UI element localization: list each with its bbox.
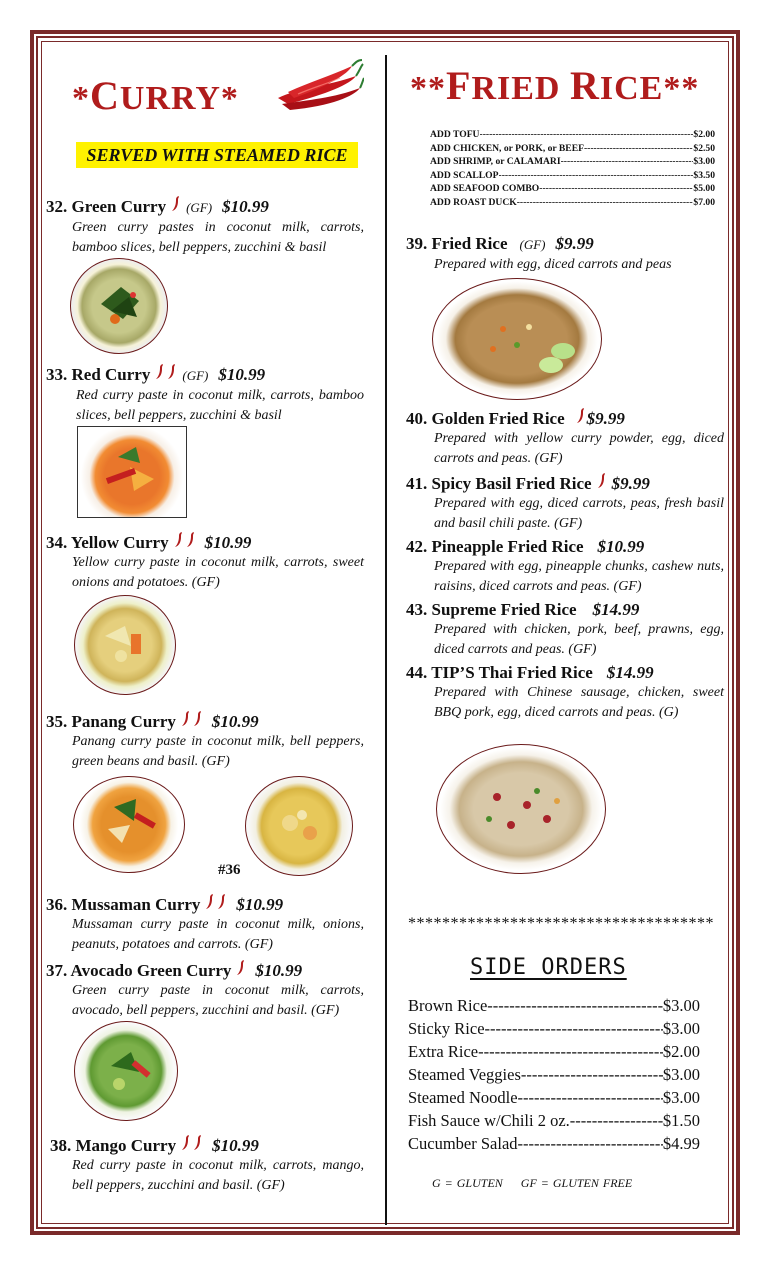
panang-curry-photo xyxy=(73,776,185,873)
yellow-curry-photo xyxy=(74,595,176,695)
item-name: 39. Fried Rice xyxy=(406,234,508,253)
fried-rice-section-title: **FRIED RICE** xyxy=(410,63,700,108)
curry-section-title: *CURRY* xyxy=(72,73,239,118)
item-price: $9.99 xyxy=(611,474,650,493)
chili-spice-icon xyxy=(168,196,180,212)
menu-item-green-curry xyxy=(46,196,364,258)
addon-row: ADD CHICKEN, or PORK, or BEEF ----- $2.50 xyxy=(430,142,715,156)
item-name: 36. Mussaman Curry xyxy=(46,895,201,914)
gluten-free-tag: (GF) xyxy=(182,368,209,383)
legend-gluten-free: GF = GLUTEN FREE xyxy=(520,1176,633,1190)
menu-item-mussaman-curry xyxy=(46,894,364,955)
tips-thai-fried-rice-photo xyxy=(436,744,606,874)
chili-spice-icon xyxy=(178,711,202,727)
chili-spice-icon xyxy=(594,473,606,489)
menu-item-supreme-fried-rice xyxy=(406,600,724,660)
side-order-row: Brown Rice ----- $3.00 xyxy=(408,994,700,1017)
green-curry-photo xyxy=(70,258,168,354)
menu-item-yellow-curry xyxy=(46,532,364,593)
item-description: Prepared with egg, pineapple chunks, cashew nuts, raisins, diced carrots and peas. (GF) xyxy=(434,559,724,594)
gluten-free-tag: (GF) xyxy=(519,237,546,252)
side-orders-list xyxy=(408,994,700,1155)
chili-spice-icon xyxy=(178,1135,202,1151)
chili-spice-icon xyxy=(573,408,585,424)
side-order-row: Cucumber Salad ----- $4.99 xyxy=(408,1132,700,1155)
menu-item-spicy-basil-fried-rice xyxy=(406,473,724,534)
item-name: 43. Supreme Fried Rice xyxy=(406,600,577,619)
side-order-row: Steamed Veggies ----- $3.00 xyxy=(408,1063,700,1086)
gluten-legend xyxy=(432,1176,632,1191)
item-name: 34. Yellow Curry xyxy=(46,533,169,552)
item-price: $10.99 xyxy=(222,197,269,216)
column-divider xyxy=(385,55,387,1225)
menu-item-red-curry xyxy=(46,364,364,426)
avocado-green-curry-photo xyxy=(74,1021,178,1121)
item-description: Prepared with chicken, pork, beef, prawns, egg, diced carrots and peas. (GF) xyxy=(434,622,724,657)
item-price: $9.99 xyxy=(555,234,594,253)
chili-spice-icon xyxy=(171,532,195,548)
menu-item-golden-fried-rice xyxy=(406,408,724,469)
menu-item-pineapple-fried-rice xyxy=(406,537,724,597)
item-name: 37. Avocado Green Curry xyxy=(46,961,232,980)
addon-row: ADD SHRIMP, or CALAMARI ----- $3.00 xyxy=(430,155,715,169)
item-price: $10.99 xyxy=(212,1136,259,1155)
fried-rice-addons-list xyxy=(430,128,715,209)
chili-spice-icon xyxy=(202,894,226,910)
item-price: $10.99 xyxy=(204,533,252,552)
item-price: $9.99 xyxy=(586,409,625,428)
item-name: 44. TIP’S Thai Fried Rice xyxy=(406,663,593,682)
item-price: $10.99 xyxy=(597,537,645,556)
item-price: $10.99 xyxy=(218,365,266,384)
item-price: $10.99 xyxy=(236,895,284,914)
item-description: Prepared with egg, diced carrots and peas xyxy=(434,257,672,272)
item-name: 32. Green Curry xyxy=(46,197,167,216)
addon-row: ADD SEAFOOD COMBO ----- $5.00 xyxy=(430,182,715,196)
red-curry-photo xyxy=(77,426,187,518)
item-name: 42. Pineapple Fried Rice xyxy=(406,537,584,556)
menu-item-fried-rice xyxy=(406,234,724,275)
section-separator: ************************************ xyxy=(408,915,714,932)
item-description: Prepared with Chinese sausage, chicken, sweet BBQ pork, egg, diced carrots and peas. (G) xyxy=(434,685,724,720)
side-orders-title: SIDE ORDERS xyxy=(470,955,627,980)
addon-row: ADD SCALLOP ----- $3.50 xyxy=(430,169,715,183)
item-description: Prepared with yellow curry powder, egg, diced carrots and peas. (GF) xyxy=(434,431,724,466)
item-price: $10.99 xyxy=(255,961,303,980)
photo-label-36: #36 xyxy=(218,862,241,878)
item-description: Red curry paste in coconut milk, carrots, mango, bell peppers, zucchini and basil. (GF) xyxy=(72,1158,364,1193)
addon-row: ADD ROAST DUCK ----- $7.00 xyxy=(430,196,715,210)
item-description: Yellow curry paste in coconut milk, carrots, sweet onions and potatoes. (GF) xyxy=(72,555,364,590)
item-description: Red curry paste in coconut milk, carrots, bamboo slices, bell peppers, zucchini & basil xyxy=(76,388,364,423)
item-price: $10.99 xyxy=(211,712,259,731)
red-chili-peppers-icon xyxy=(268,58,364,114)
item-description: Mussaman curry paste in coconut milk, onions, peanuts, potatoes and carrots. (GF) xyxy=(72,917,364,952)
side-order-row: Sticky Rice ----- $3.00 xyxy=(408,1017,700,1040)
legend-gluten: G = GLUTEN xyxy=(432,1176,503,1190)
item-description: Green curry paste in coconut milk, carrots, avocado, bell peppers, zucchini and basil. (GF) xyxy=(72,983,364,1018)
side-order-row: Fish Sauce w/Chili 2 oz. ----- $1.50 xyxy=(408,1109,700,1132)
menu-item-tips-thai-fried-rice xyxy=(406,663,724,723)
addon-row: ADD TOFU ----- $2.00 xyxy=(430,128,715,142)
item-description: Green curry pastes in coconut milk, carrots, bamboo slices, bell peppers, zucchini & basil xyxy=(72,220,364,255)
gluten-free-tag: (GF) xyxy=(186,200,213,215)
chili-spice-icon xyxy=(233,960,245,976)
side-order-row: Extra Rice ----- $2.00 xyxy=(408,1040,700,1063)
item-name: 35. Panang Curry xyxy=(46,712,176,731)
item-price: $14.99 xyxy=(592,600,640,619)
mussaman-curry-photo xyxy=(245,776,353,876)
menu-item-panang-curry xyxy=(46,711,364,772)
fried-rice-photo xyxy=(432,278,602,400)
item-description: Panang curry paste in coconut milk, bell peppers, green beans and basil. (GF) xyxy=(72,734,364,769)
menu-item-avocado-green-curry xyxy=(46,960,364,1021)
side-order-row: Steamed Noodle ----- $3.00 xyxy=(408,1086,700,1109)
item-name: 38. Mango Curry xyxy=(50,1136,177,1155)
menu-item-mango-curry xyxy=(50,1135,364,1196)
item-price: $14.99 xyxy=(606,663,654,682)
item-description: Prepared with egg, diced carrots, peas, fresh basil and basil chili paste. (GF) xyxy=(434,496,724,531)
chili-spice-icon xyxy=(152,364,176,380)
item-name: 33. Red Curry xyxy=(46,365,151,384)
item-name: 40. Golden Fried Rice xyxy=(406,409,565,428)
item-name: 41. Spicy Basil Fried Rice xyxy=(406,474,592,493)
served-with-rice-banner: SERVED WITH STEAMED RICE xyxy=(76,142,358,168)
